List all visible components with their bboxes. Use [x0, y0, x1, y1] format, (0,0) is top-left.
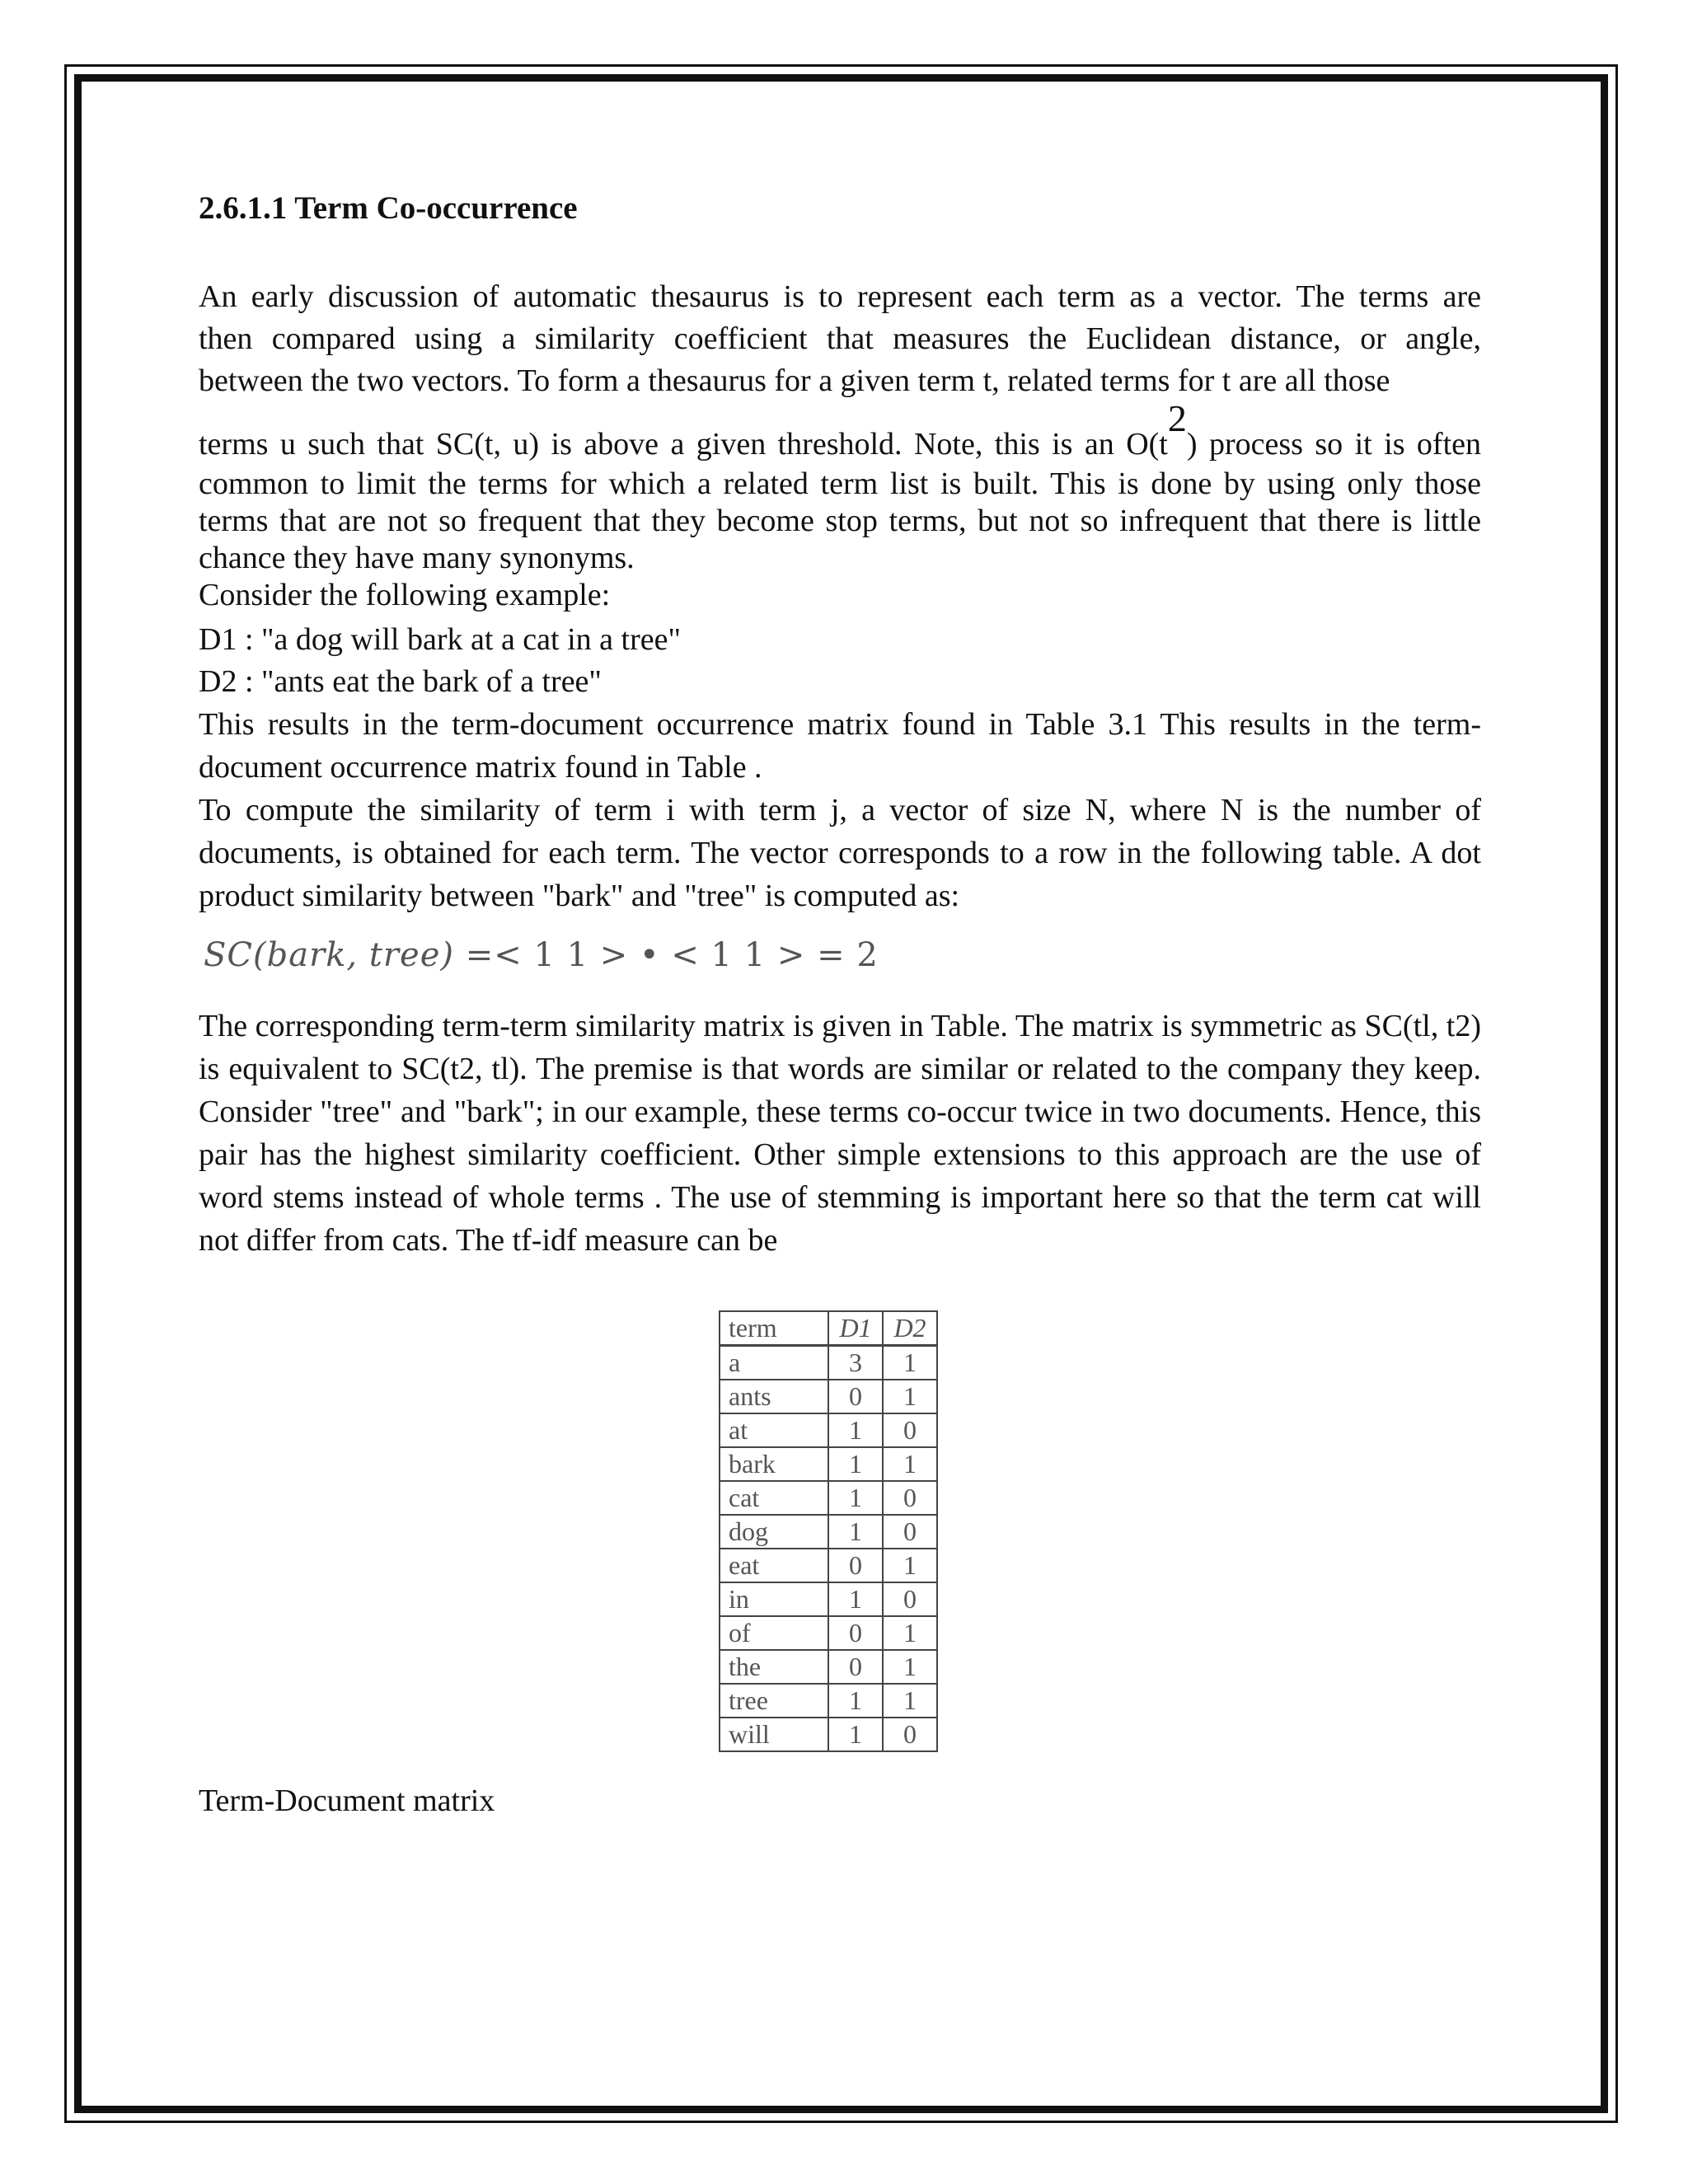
- occurrence-paragraph: This results in the term-document occurrence matrix found in Table 3.1 This results in the term-document occurrence matrix found in Table .: [199, 706, 1481, 785]
- d2-cell: 0: [883, 1582, 937, 1616]
- term-cell: bark: [720, 1447, 828, 1481]
- term-cell: in: [720, 1582, 828, 1616]
- d1-cell: 1: [828, 1684, 883, 1718]
- table-row: [720, 1718, 937, 1751]
- term-cell: will: [720, 1718, 828, 1751]
- d1-cell: 1: [828, 1481, 883, 1515]
- table-row: [720, 1549, 937, 1582]
- intro-line-6: terms that are not so frequent that they become stop terms, but not so infrequent that there is little: [199, 503, 1481, 538]
- term-document-table-wrap: [719, 1310, 938, 1752]
- dot-product-formula: [204, 934, 1481, 977]
- d2-cell: 0: [883, 1413, 937, 1447]
- d1-cell: 1: [828, 1718, 883, 1751]
- d1-cell: 0: [828, 1380, 883, 1413]
- table-row: [720, 1413, 937, 1447]
- term-cell: dog: [720, 1515, 828, 1549]
- d1-cell: 1: [828, 1582, 883, 1616]
- d2-cell: 1: [883, 1346, 937, 1380]
- table-row: [720, 1616, 937, 1650]
- table-row: [720, 1582, 937, 1616]
- intro-line-2: then compared using a similarity coefficient that measures the Euclidean distance, or angle,: [199, 321, 1481, 356]
- term-cell: cat: [720, 1481, 828, 1515]
- intro-line-7: chance they have many synonyms.: [199, 540, 635, 575]
- table-row: [720, 1447, 937, 1481]
- header-d2: D2: [883, 1311, 937, 1346]
- term-document-table: [719, 1310, 938, 1752]
- d2-cell: 1: [883, 1447, 937, 1481]
- table-row: [720, 1346, 937, 1380]
- table-caption: Term-Document matrix: [199, 1783, 495, 1818]
- term-cell: eat: [720, 1549, 828, 1582]
- intro-line-4-end: ) process so it is often: [1186, 426, 1481, 462]
- d2-cell: 1: [883, 1380, 937, 1413]
- table-row: [720, 1684, 937, 1718]
- table-body: [720, 1346, 937, 1752]
- superscript-two: 2: [1167, 396, 1187, 439]
- table-row: [720, 1380, 937, 1413]
- header-term: term: [720, 1311, 828, 1346]
- intro-line-5: common to limit the terms for which a related term list is built. This is done by using only those: [199, 466, 1481, 501]
- term-cell: of: [720, 1616, 828, 1650]
- d2-cell: 1: [883, 1684, 937, 1718]
- term-cell: tree: [720, 1684, 828, 1718]
- d1-cell: 1: [828, 1413, 883, 1447]
- page-content: [199, 188, 1481, 1262]
- d2-cell: 1: [883, 1650, 937, 1684]
- formula-rhs: =< 1 1 > • < 1 1 > = 2: [454, 935, 879, 974]
- formula-lhs: SC(bark, tree): [204, 935, 454, 974]
- intro-line-4-start: terms u such that SC(t, u) is above a given threshold. Note, this is an O(t: [199, 426, 1168, 462]
- d1-cell: 0: [828, 1549, 883, 1582]
- table-row: [720, 1515, 937, 1549]
- d2-cell: 0: [883, 1718, 937, 1751]
- table-header-row: [720, 1311, 937, 1346]
- d2-cell: 0: [883, 1515, 937, 1549]
- term-cell: at: [720, 1413, 828, 1447]
- similarity-paragraph: To compute the similarity of term i with term j, a vector of size N, where N is the number of documents, is obtained for each term. The vector corresponds to a row in the following table. A dot product similarity between "bark" and "tree" is computed as:: [199, 792, 1481, 913]
- example-d1: D1 : "a dog will bark at a cat in a tree": [199, 621, 681, 657]
- intro-paragraph: [199, 276, 1481, 466]
- intro-paragraph-cont: [199, 466, 1481, 614]
- header-d1: D1: [828, 1311, 883, 1346]
- d1-cell: 0: [828, 1616, 883, 1650]
- term-term-paragraph: The corresponding term-term similarity matrix is given in Table. The matrix is symmetric as SC(tl, t2) is equivalent to SC(t2, tl). The premise is that words are similar or related to the company they keep. Consider "tree" and "bark"; in our example, these terms co-occur twice in two documents. Hence, this pair has the highest similarity coefficient. Other simple extensions to this approach are the use of word stems instead of whole terms . The use of stemming is important here so that the term cat will not differ from cats. The tf-idf measure can be: [199, 1008, 1481, 1258]
- intro-line-8: Consider the following example:: [199, 577, 611, 612]
- d1-cell: 0: [828, 1650, 883, 1684]
- term-cell: a: [720, 1346, 828, 1380]
- intro-line-3: between the two vectors. To form a thesaurus for a given term t, related terms for t are all those: [199, 363, 1390, 398]
- section-heading: 2.6.1.1 Term Co-occurrence: [199, 190, 578, 226]
- example-d2: D2 : "ants eat the bark of a tree": [199, 663, 602, 699]
- d1-cell: 1: [828, 1515, 883, 1549]
- d2-cell: 1: [883, 1616, 937, 1650]
- d1-cell: 1: [828, 1447, 883, 1481]
- intro-line-4: [199, 396, 1481, 466]
- d2-cell: 0: [883, 1481, 937, 1515]
- table-row: [720, 1650, 937, 1684]
- intro-line-1: An early discussion of automatic thesaurus is to represent each term as a vector. The terms are: [199, 279, 1481, 314]
- d2-cell: 1: [883, 1549, 937, 1582]
- term-cell: the: [720, 1650, 828, 1684]
- d1-cell: 3: [828, 1346, 883, 1380]
- term-cell: ants: [720, 1380, 828, 1413]
- table-row: [720, 1481, 937, 1515]
